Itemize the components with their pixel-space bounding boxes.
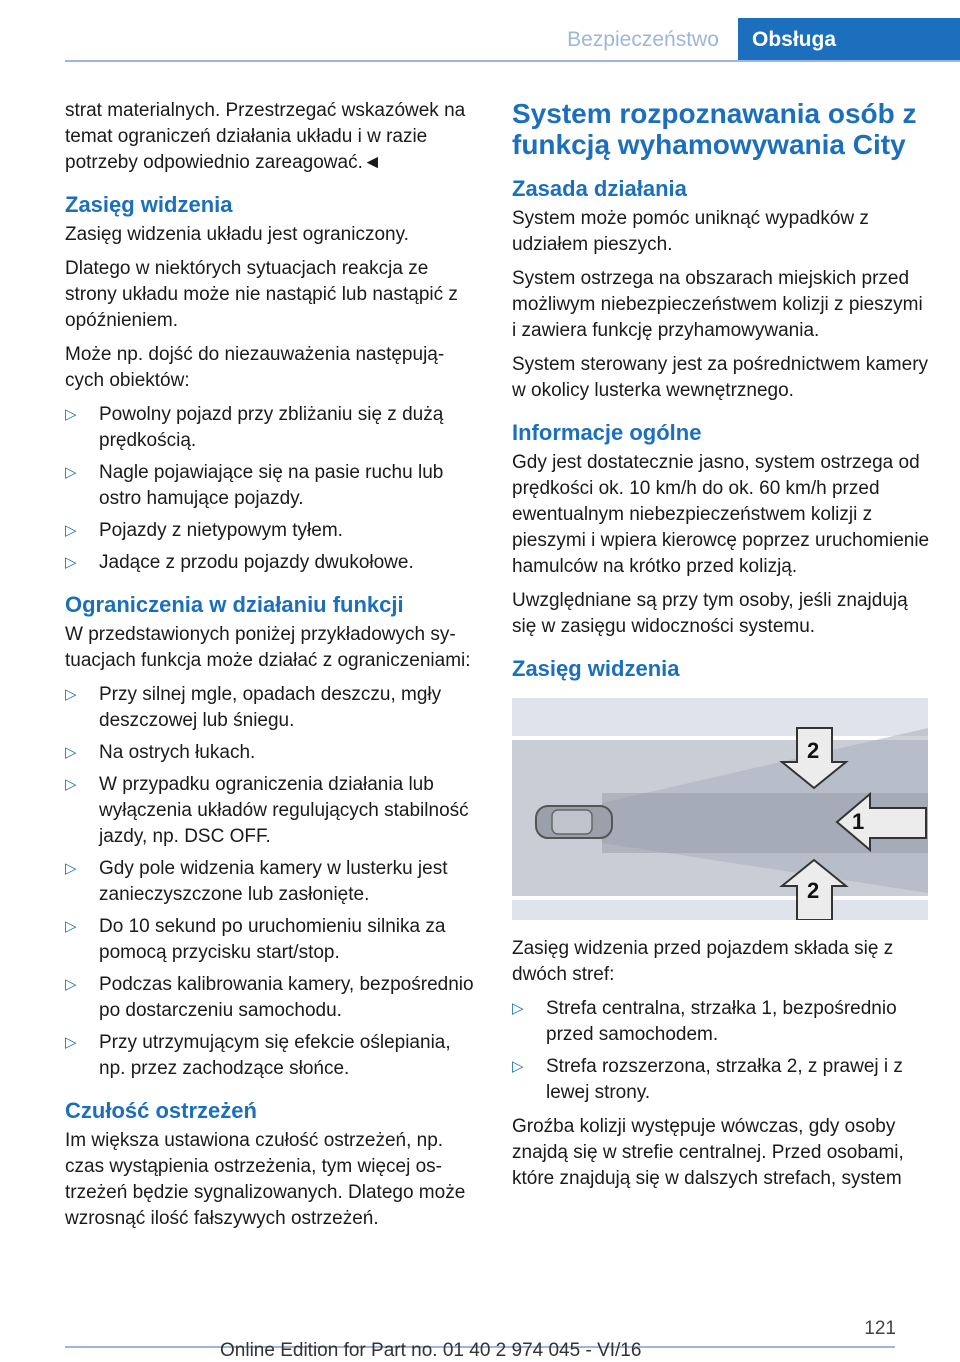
bullet-icon: ▷ — [65, 860, 77, 877]
paragraph: System może pomóc uniknąć wypadków z udziałem pieszych. — [512, 208, 869, 255]
page-header — [0, 0, 960, 62]
list-item: ▷ Na ostrych łukach. — [65, 740, 475, 766]
edition-text: Online Edition for Part no. 01 40 2 974 045 - VI/16 — [220, 1340, 642, 1361]
detection-range-diagram — [512, 698, 928, 920]
detection-range-figure — [512, 698, 928, 920]
bullet-icon: ▷ — [65, 744, 77, 761]
list-item: ▷ Pojazdy z nietypowym tyłem. — [65, 518, 475, 544]
bullet-icon: ▷ — [65, 918, 77, 935]
list-item: ▷ Do 10 sekund po uruchomieniu silnika za pomocą przycisku start/stop. — [65, 916, 446, 963]
bullet-list — [512, 996, 932, 1106]
paragraph: Dlatego w niektórych sytuacjach reakcja ze strony układu może nie nastąpić lub nastąpić z opóźnieniem. — [65, 258, 458, 331]
bullet-icon: ▷ — [65, 522, 77, 539]
bullet-icon: ▷ — [65, 1034, 77, 1051]
paragraph: Może np. dojść do niezauważenia następujących obiektów: — [65, 344, 445, 391]
list-item: ▷ Gdy pole widzenia kamery w lusterku jest zanieczyszczone lub zasłonięte. — [65, 858, 448, 905]
bullet-list — [65, 682, 475, 1082]
bullet-icon: ▷ — [65, 406, 77, 423]
chapter-title: System rozpoznawania osób z funkcją wyhamowywania City — [512, 98, 917, 160]
bullet-icon: ▷ — [512, 1000, 524, 1017]
list-item: ▷ Strefa centralna, strzałka 1, bezpośrednio przed samochodem. — [512, 998, 897, 1045]
paragraph: strat materialnych. Przestrzegać wskazówek na temat ograniczeń działania układu i w razie potrzeby odpowiednio zareagować.◄ — [65, 100, 466, 173]
car-icon — [536, 806, 612, 838]
bullet-icon: ▷ — [65, 776, 77, 793]
list-item: ▷ Podczas kalibrowania kamery, bezpośrednio po dostarczeniu samochodu. — [65, 974, 474, 1021]
left-column — [65, 98, 475, 1240]
paragraph: Zasięg widzenia układu jest ograniczony. — [65, 224, 409, 245]
bullet-icon: ▷ — [65, 554, 77, 571]
paragraph: Im większa ustawiona czułość ostrzeżeń, np. czas wystąpienia ostrzeżenia, tym więcej ostrzeżeń będzie sygnalizowanych. Dlatego może wzrosnąć ilość fałszywych ostrzeżeń. — [65, 1130, 466, 1229]
paragraph: Groźba kolizji występuje wówczas, gdy osoby znajdą się w strefie centralnej. Przed osobami, które znajdują się w dalszych strefach, system — [512, 1116, 904, 1189]
section-heading: Informacje ogólne — [512, 420, 702, 445]
bullet-icon: ▷ — [65, 464, 77, 481]
bullet-list — [65, 402, 475, 576]
paragraph: Zasięg widzenia przed pojazdem składa się z dwóch stref: — [512, 938, 894, 985]
paragraph: Uwzględniane są przy tym osoby, jeśli znajdują się w zasięgu widoczności systemu. — [512, 590, 908, 637]
bullet-icon: ▷ — [65, 976, 77, 993]
section-heading: Zasięg widzenia — [65, 192, 233, 217]
paragraph: Gdy jest dostatecznie jasno, system ostrzega od prędkości ok. 10 km/h do ok. 60 km/h przed ewentualnym niebezpieczeństwem kolizji z pieszymi i wpiera kierowcę poprzez uruchomienie hamulców na krótko przed kolizją. — [512, 452, 930, 577]
list-item: ▷ Przy utrzymującym się efekcie oślepiania, np. przez zachodzące słońce. — [65, 1032, 451, 1079]
right-column — [512, 98, 932, 1200]
list-item: ▷ Strefa rozszerzona, strzałka 2, z prawej i z lewej strony. — [512, 1056, 903, 1103]
list-item: ▷ Przy silnej mgle, opadach deszczu, mgły deszczowej lub śniegu. — [65, 684, 442, 731]
list-item: ▷ Jadące z przodu pojazdy dwukołowe. — [65, 550, 475, 576]
list-item: ▷ Powolny pojazd przy zbliżaniu się z dużą prędkością. — [65, 404, 444, 451]
section-heading: Zasada działania — [512, 176, 687, 201]
chapter-tab: Obsługa — [738, 18, 960, 62]
figure-label-1: 1 — [852, 809, 865, 834]
page-number: 121 — [864, 1318, 896, 1339]
paragraph: System ostrzega na obszarach miejskich przed możliwym niebezpieczeństwem kolizji z pieszymi i zawiera funkcję przyhamowywania. — [512, 268, 923, 341]
header-divider — [65, 60, 960, 62]
section-heading: Czułość ostrzeżeń — [65, 1098, 257, 1123]
bullet-icon: ▷ — [65, 686, 77, 703]
section-heading: Ograniczenia w działaniu funkcji — [65, 592, 404, 617]
list-item: ▷ W przypadku ograniczenia działania lub wyłączenia układów regulujących stabilność jazdy, np. DSC OFF. — [65, 774, 469, 847]
figure-label-2-bottom: 2 — [807, 878, 820, 903]
bullet-icon: ▷ — [512, 1058, 524, 1075]
figure-label-2-top: 2 — [807, 738, 820, 763]
paragraph: W przedstawionych poniżej przykładowych sytuacjach funkcja może działać z ograniczeniami: — [65, 624, 471, 671]
section-heading: Zasięg widzenia — [512, 656, 680, 681]
paragraph: System sterowany jest za pośrednictwem kamery w okolicy lusterka wewnętrznego. — [512, 354, 929, 401]
list-item: ▷ Nagle pojawiające się na pasie ruchu lub ostro hamujące pojazdy. — [65, 462, 444, 509]
section-tab: Bezpieczeństwo — [567, 28, 719, 51]
